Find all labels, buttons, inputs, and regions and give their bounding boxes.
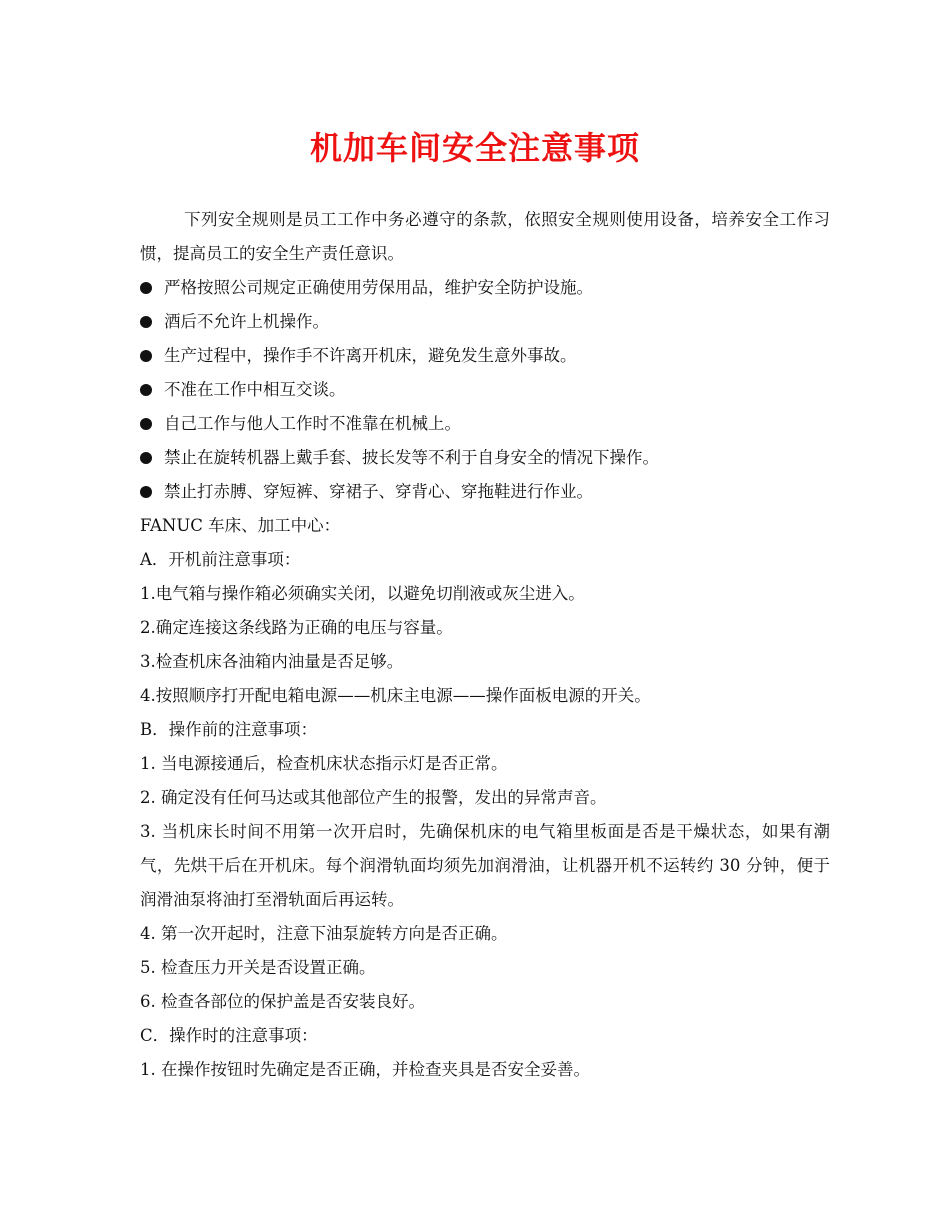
section-a-item: 4.按照顺序打开配电箱电源——机床主电源——操作面板电源的开关。	[140, 686, 651, 705]
list-item-text: 禁止在旋转机器上戴手套、披长发等不利于自身安全的情况下操作。	[164, 448, 659, 467]
bullet-icon	[140, 316, 152, 328]
bullet-icon	[140, 452, 152, 464]
section-heading: FANUC 车床、加工中心：	[140, 516, 341, 535]
list-item	[140, 339, 830, 373]
section-b-item: 2. 确定没有任何马达或其他部位产生的报警，发出的异常声音。	[140, 788, 607, 807]
list-item	[140, 305, 830, 339]
list-item-text: 自己工作与他人工作时不准靠在机械上。	[164, 414, 461, 433]
section-b-item: 3. 当机床长时间不用第一次开启时，先确保机床的电气箱里板面是否是干燥状态，如果有潮气，先烘干后在开机床。每个润滑轨面均须先加润滑油，让机器开机不运转约 30 分钟，便于润滑油泵将油打至滑轨面后再运转。	[140, 822, 830, 909]
list-item-text: 生产过程中，操作手不许离开机床，避免发生意外事故。	[164, 346, 577, 365]
bullet-icon	[140, 418, 152, 430]
bullet-icon	[140, 282, 152, 294]
document-title: 机加车间安全注意事项	[309, 129, 640, 167]
section-b-item: 6. 检查各部位的保护盖是否安装良好。	[140, 992, 425, 1011]
bullet-icon	[140, 384, 152, 396]
list-item-text: 酒后不允许上机操作。	[164, 312, 329, 331]
section-c-heading: C．操作时的注意事项：	[140, 1026, 318, 1045]
safety-rule-list	[140, 271, 830, 509]
list-item	[140, 271, 830, 305]
section-c-item: 1. 在操作按钮时先确定是否正确，并检查夹具是否安全妥善。	[140, 1060, 590, 1079]
list-item	[140, 373, 830, 407]
list-item	[140, 441, 830, 475]
section-b-item: 5. 检查压力开关是否设置正确。	[140, 958, 376, 977]
section-a-heading: A．开机前注意事项：	[140, 550, 301, 569]
section-a-item: 1.电气箱与操作箱必须确实关闭，以避免切削液或灰尘进入。	[140, 584, 585, 603]
list-item-text: 不准在工作中相互交谈。	[164, 380, 346, 399]
section-b-item: 1. 当电源接通后，检查机床状态指示灯是否正常。	[140, 754, 508, 773]
bullet-icon	[140, 350, 152, 362]
list-item-text: 严格按照公司规定正确使用劳保用品，维护安全防护设施。	[164, 278, 593, 297]
section-b-item: 4. 第一次开起时，注意下油泵旋转方向是否正确。	[140, 924, 508, 943]
bullet-icon	[140, 486, 152, 498]
section-a-item: 2.确定连接这条线路为正确的电压与容量。	[140, 618, 453, 637]
list-item	[140, 475, 830, 509]
document-body	[140, 203, 830, 1087]
list-item-text: 禁止打赤膊、穿短裤、穿裙子、穿背心、穿拖鞋进行作业。	[164, 482, 593, 501]
intro-paragraph: 下列安全规则是员工工作中务必遵守的条款，依照安全规则使用设备，培养安全工作习惯，提高员工的安全生产责任意识。	[140, 210, 830, 263]
section-a-item: 3.检查机床各油箱内油量是否足够。	[140, 652, 404, 671]
list-item	[140, 407, 830, 441]
section-b-heading: B．操作前的注意事项：	[140, 720, 318, 739]
